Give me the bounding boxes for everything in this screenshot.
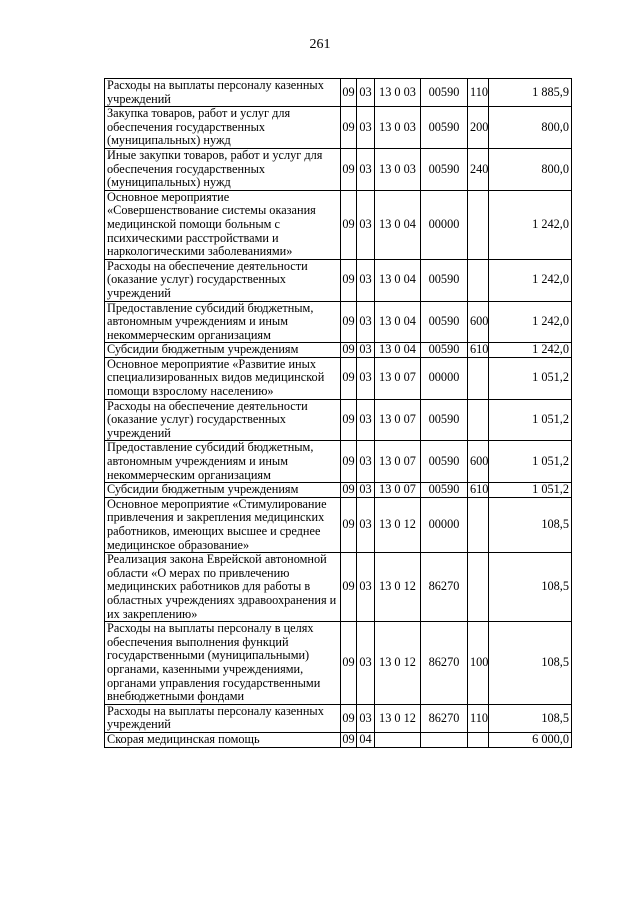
expense-name-cell: Скорая медицинская помощь	[105, 732, 341, 747]
table-row	[105, 399, 572, 441]
direction-code-cell: 00590	[421, 399, 468, 441]
table-row	[105, 704, 572, 732]
budget-table	[104, 78, 572, 748]
table-body	[105, 79, 572, 748]
program-code-cell: 13 0 03	[375, 79, 421, 107]
direction-code-cell: 00000	[421, 357, 468, 399]
amount-cell: 1 885,9	[489, 79, 572, 107]
table-row	[105, 107, 572, 149]
table-row	[105, 190, 572, 259]
section-code-cell: 09	[341, 704, 357, 732]
amount-cell: 108,5	[489, 497, 572, 552]
subsection-code-cell: 03	[357, 148, 375, 190]
subsection-code-cell: 03	[357, 259, 375, 301]
direction-code-cell: 00590	[421, 148, 468, 190]
expense-name-cell: Предоставление субсидий бюджетным, автономным учреждениям и иным некоммерческим организациям	[105, 441, 341, 483]
direction-code-cell: 00590	[421, 343, 468, 358]
program-code-cell: 13 0 04	[375, 301, 421, 343]
section-code-cell: 09	[341, 441, 357, 483]
section-code-cell: 09	[341, 190, 357, 259]
expense-type-code-cell	[468, 190, 489, 259]
section-code-cell: 09	[341, 301, 357, 343]
table-row	[105, 259, 572, 301]
expense-type-code-cell: 100	[468, 622, 489, 705]
expense-type-code-cell: 610	[468, 483, 489, 498]
expense-type-code-cell: 200	[468, 107, 489, 149]
table-row	[105, 483, 572, 498]
table-row	[105, 553, 572, 622]
amount-cell: 108,5	[489, 704, 572, 732]
subsection-code-cell: 03	[357, 107, 375, 149]
program-code-cell: 13 0 03	[375, 148, 421, 190]
expense-name-cell: Субсидии бюджетным учреждениям	[105, 483, 341, 498]
expense-type-code-cell	[468, 357, 489, 399]
direction-code-cell: 86270	[421, 622, 468, 705]
direction-code-cell: 00590	[421, 79, 468, 107]
section-code-cell: 09	[342, 342, 355, 357]
expense-type-code-cell: 110	[468, 79, 489, 107]
program-code-cell: 13 0 04	[375, 190, 421, 259]
expense-type-code-cell	[468, 399, 489, 441]
subsection-code-cell: 04	[357, 732, 375, 747]
amount-cell: 1 051,2	[489, 483, 572, 498]
expense-type-code-cell	[468, 732, 489, 747]
expense-name-cell: Расходы на выплаты персоналу казенных учреждений	[105, 79, 341, 107]
expense-type-code-cell	[468, 259, 489, 301]
program-code-cell: 13 0 07	[375, 357, 421, 399]
subsection-code-cell: 03	[357, 704, 375, 732]
amount-cell: 1 242,0	[489, 301, 572, 343]
table-row	[105, 497, 572, 552]
direction-code-cell: 00590	[421, 441, 468, 483]
expense-name-cell: Расходы на выплаты персоналу в целях обеспечения выполнения функций государственными (муниципальными) органами, казенными учреждениями, органами управления государственными внебюджетными фондами	[105, 622, 341, 705]
program-code-cell: 13 0 03	[375, 107, 421, 149]
table-row	[105, 441, 572, 483]
subsection-code-cell: 03	[357, 79, 375, 107]
subsection-code-cell: 03	[357, 441, 375, 483]
direction-code-cell: 00590	[421, 301, 468, 343]
direction-code-cell	[421, 732, 468, 747]
program-code-cell: 13 0 04	[375, 259, 421, 301]
program-code-cell: 13 0 12	[375, 553, 421, 622]
amount-cell: 108,5	[489, 553, 572, 622]
expense-type-code-cell: 110	[468, 704, 489, 732]
direction-code-cell: 00590	[421, 107, 468, 149]
subsection-code-cell: 03	[357, 301, 375, 343]
direction-code-cell: 00590	[421, 483, 468, 498]
expense-name-cell: Предоставление субсидий бюджетным, автономным учреждениям и иным некоммерческим организациям	[105, 301, 341, 343]
expense-name-cell: Расходы на обеспечение деятельности (оказание услуг) государственных учреждений	[105, 259, 341, 301]
section-code-cell: 09	[341, 357, 357, 399]
program-code-cell: 13 0 07	[375, 483, 421, 498]
direction-code-cell: 00000	[421, 497, 468, 552]
amount-cell: 1 242,0	[489, 343, 572, 358]
section-code-cell: 09	[342, 482, 355, 497]
amount-cell: 1 242,0	[489, 259, 572, 301]
table-row	[105, 622, 572, 705]
table-row	[105, 301, 572, 343]
subsection-code-cell: 03	[357, 483, 375, 498]
direction-code-cell: 00590	[421, 259, 468, 301]
amount-cell: 1 242,0	[489, 190, 572, 259]
table-row	[105, 148, 572, 190]
expense-name-cell: Основное мероприятие «Совершенствование системы оказания медицинской помощи больным с психическими расстройствами и наркологическими заболеваниями»	[105, 190, 341, 259]
subsection-code-cell: 03	[357, 357, 375, 399]
amount-cell: 800,0	[489, 107, 572, 149]
direction-code-cell: 86270	[421, 553, 468, 622]
expense-type-code-cell: 240	[468, 148, 489, 190]
program-code-cell: 13 0 07	[375, 399, 421, 441]
expense-name-cell: Реализация закона Еврейской автономной области «О мерах по привлечению медицинских работников для работы в областных учреждениях здравоохранения и их закреплению»	[105, 553, 341, 622]
program-code-cell	[375, 732, 421, 747]
table-row	[105, 357, 572, 399]
expense-type-code-cell	[468, 497, 489, 552]
page-number: 261	[309, 37, 331, 52]
expense-name-cell: Основное мероприятие «Стимулирование привлечения и закрепления медицинских работников, имеющих высшее и среднее медицинское образование»	[105, 497, 341, 552]
section-code-cell: 09	[341, 259, 357, 301]
program-code-cell: 13 0 07	[375, 441, 421, 483]
amount-cell: 1 051,2	[489, 399, 572, 441]
program-code-cell: 13 0 04	[375, 343, 421, 358]
expense-type-code-cell: 600	[468, 441, 489, 483]
expense-name-cell: Основное мероприятие «Развитие иных специализированных видов медицинской помощи взрослому населению»	[105, 357, 341, 399]
section-code-cell: 09	[341, 79, 357, 107]
amount-cell: 1 051,2	[489, 357, 572, 399]
expense-type-code-cell: 600	[468, 301, 489, 343]
expense-type-code-cell	[468, 553, 489, 622]
subsection-code-cell: 03	[357, 399, 375, 441]
amount-cell: 1 051,2	[489, 441, 572, 483]
expense-name-cell: Расходы на выплаты персоналу казенных учреждений	[105, 704, 341, 732]
expense-name-cell: Иные закупки товаров, работ и услуг для обеспечения государственных (муниципальных) нужд	[105, 148, 341, 190]
section-code-cell: 09	[341, 399, 357, 441]
program-code-cell: 13 0 12	[375, 622, 421, 705]
table-row	[105, 343, 572, 358]
subsection-code-cell: 03	[357, 553, 375, 622]
table-row	[105, 79, 572, 107]
expense-name-cell: Расходы на обеспечение деятельности (оказание услуг) государственных учреждений	[105, 399, 341, 441]
expense-name-cell: Субсидии бюджетным учреждениям	[105, 343, 341, 358]
program-code-cell: 13 0 12	[375, 704, 421, 732]
expense-name-cell: Закупка товаров, работ и услуг для обеспечения государственных (муниципальных) нужд	[105, 107, 341, 149]
section-code-cell: 09	[342, 731, 355, 746]
amount-cell: 6 000,0	[489, 732, 572, 747]
direction-code-cell: 86270	[421, 704, 468, 732]
section-code-cell: 09	[341, 148, 357, 190]
subsection-code-cell: 03	[357, 622, 375, 705]
direction-code-cell: 00000	[421, 190, 468, 259]
subsection-code-cell: 03	[357, 497, 375, 552]
amount-cell: 108,5	[489, 622, 572, 705]
amount-cell: 800,0	[489, 148, 572, 190]
section-code-cell: 09	[341, 497, 357, 552]
expense-type-code-cell: 610	[468, 343, 489, 358]
section-code-cell: 09	[341, 553, 357, 622]
subsection-code-cell: 03	[357, 190, 375, 259]
section-code-cell: 09	[341, 107, 357, 149]
program-code-cell: 13 0 12	[375, 497, 421, 552]
section-code-cell: 09	[341, 622, 357, 705]
table-row	[105, 732, 572, 747]
subsection-code-cell: 03	[357, 343, 375, 358]
